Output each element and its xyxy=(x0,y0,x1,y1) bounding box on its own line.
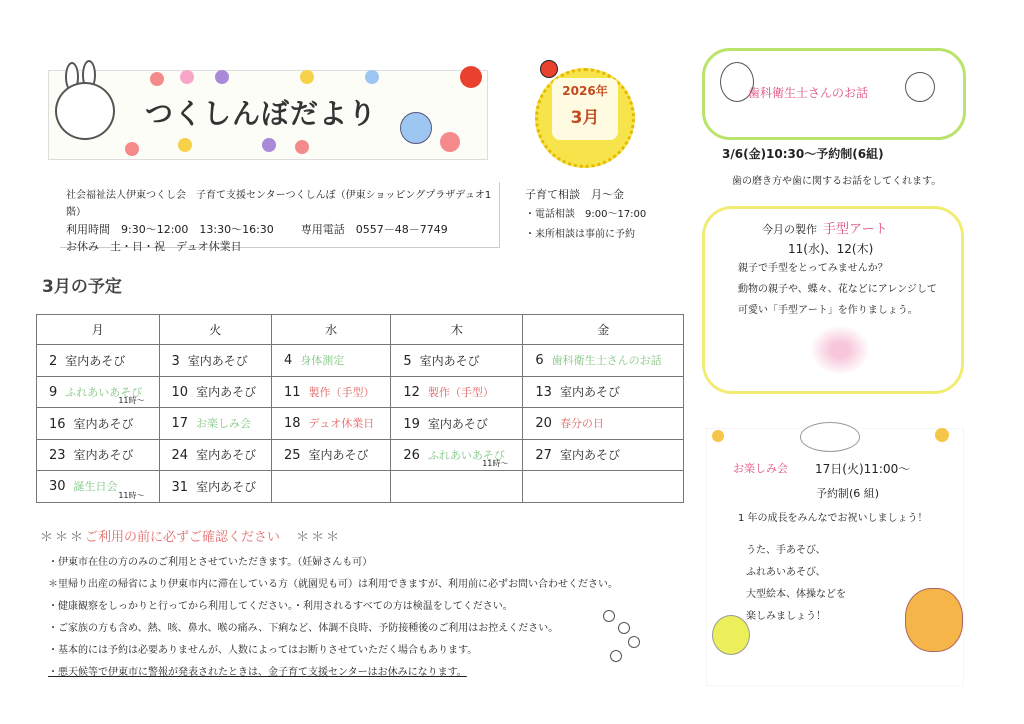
schedule-day-cell xyxy=(523,471,684,503)
schedule-day-cell xyxy=(391,376,523,408)
flower-icon xyxy=(262,138,276,152)
flower-icon xyxy=(295,140,309,154)
sprout-icon xyxy=(712,430,724,442)
schedule-week-row xyxy=(37,345,684,377)
schedule-day-cell xyxy=(391,345,523,377)
party-label: お楽しみ会 xyxy=(733,462,788,475)
notes-heading xyxy=(40,526,341,545)
schedule-day-cell xyxy=(37,439,160,471)
bunny-icon xyxy=(55,82,115,140)
note-item: ＊里帰り出産の帰省により伊東市内に滞在している方（就園児も可）は利用できますが、利用前に必ずお問い合わせください。 xyxy=(48,579,618,590)
phone-consult: ・電話相談 9:00～17:00 xyxy=(525,209,647,220)
schedule-day-cell xyxy=(523,408,684,440)
schedule-day-cell xyxy=(159,439,271,471)
ladybug-icon xyxy=(540,60,558,78)
schedule-day-cell xyxy=(271,376,390,408)
craft-line: 親子で手型をとってみませんか？ xyxy=(738,263,888,274)
day-event: 室内あそび xyxy=(419,353,480,368)
craft-label: 今月の製作 xyxy=(762,223,817,236)
party-line: ふれあいあそび、 xyxy=(746,567,826,578)
day-event: 室内あそび xyxy=(559,448,620,463)
schedule-day-cell xyxy=(37,408,160,440)
party-time: 17日(火)11:00～ xyxy=(815,462,911,476)
schedule-header-row xyxy=(37,315,684,345)
bear-icon xyxy=(905,588,963,652)
newsletter-title: つくしんぼだより xyxy=(145,97,378,130)
notes-stars-end: ＊＊＊ xyxy=(296,530,342,545)
day-event: 身体測定 xyxy=(300,354,345,368)
flower-icon xyxy=(215,70,229,84)
hours-phone-row xyxy=(66,221,496,238)
header-thu: 木 xyxy=(391,315,523,345)
day-number: 9 xyxy=(49,384,58,400)
flower-icon xyxy=(300,70,314,84)
craft-dates: 11(水)、12(木) xyxy=(788,242,874,256)
day-event: 室内あそび xyxy=(559,385,620,400)
holidays: お休み 土・日・祝 デュオ休業日 xyxy=(66,240,242,253)
mouse-icon xyxy=(400,112,432,144)
schedule-day-cell xyxy=(271,408,390,440)
schedule-day-cell xyxy=(523,345,684,377)
day-event: 室内あそび xyxy=(187,353,248,368)
day-event: 室内あそび xyxy=(73,448,134,463)
flower-icon xyxy=(180,70,194,84)
party-reservation: 予約制(6 組) xyxy=(816,487,880,500)
badge-month: 3月 xyxy=(570,108,600,128)
day-number: 24 xyxy=(171,448,189,464)
day-event: 春分の日 xyxy=(559,417,604,431)
event-start-time: 11時～ xyxy=(118,396,145,405)
day-number: 10 xyxy=(171,385,189,401)
schedule-week-row xyxy=(37,471,684,503)
flower-icon xyxy=(365,70,379,84)
day-event: 製作（手型） xyxy=(308,385,375,399)
event-start-time: 11時～ xyxy=(118,490,145,500)
party-message: 1 年の成長をみんなでお祝いしましょう！ xyxy=(738,513,928,524)
day-event: 室内あそび xyxy=(196,479,257,494)
schedule-week-row xyxy=(37,408,684,440)
badge-year: 2026年 xyxy=(562,84,608,98)
header-wed: 水 xyxy=(271,315,390,345)
day-number: 4 xyxy=(283,353,293,369)
schedule-day-cell xyxy=(391,408,523,440)
consult-info xyxy=(525,185,646,245)
dental-talk-label: 歯科衛生士さんのお話 xyxy=(748,86,869,100)
party-line: 大型絵本、体操などを xyxy=(746,589,846,600)
day-number: 16 xyxy=(49,416,66,432)
day-number: 5 xyxy=(403,353,412,369)
flower-icon xyxy=(178,138,192,152)
schedule-title: 3月の予定 xyxy=(42,277,122,297)
schedule-day-cell xyxy=(271,471,390,503)
craft-line: 可愛い「手型アート」を作りましょう。 xyxy=(738,305,918,316)
day-event: ふれあいあそび xyxy=(65,385,143,399)
schedule-day-cell xyxy=(37,471,160,503)
note-item: ・基本的には予約は必要ありませんが、人数によってはお断りさせていただく場合もあります。 xyxy=(48,645,478,656)
flower-icon xyxy=(460,66,482,88)
header-mon: 月 xyxy=(37,315,160,345)
schedule-week-row xyxy=(37,376,684,408)
note-item: ・健康観察をしっかりと行ってから利用してください。・利用されるすべての方は検温をしてください。 xyxy=(48,601,513,612)
clover-icon xyxy=(603,610,615,622)
day-number: 6 xyxy=(535,353,544,369)
schedule-day-cell xyxy=(391,471,523,503)
notes-title: ご利用の前に必ずご確認ください xyxy=(85,530,281,545)
day-event: 製作（手型） xyxy=(427,385,494,399)
day-event: 歯科衛生士さんのお話 xyxy=(551,354,662,368)
day-event: 室内あそび xyxy=(65,353,126,368)
day-event: 室内あそび xyxy=(427,416,488,431)
schedule-day-cell xyxy=(37,345,160,377)
craft-heading xyxy=(762,218,888,237)
clover-icon xyxy=(628,636,640,648)
day-event: 室内あそび xyxy=(196,448,257,463)
dental-talk-desc: 歯の磨き方や歯に関するお話をしてくれます。 xyxy=(732,176,942,187)
day-number: 11 xyxy=(283,384,301,400)
day-number: 20 xyxy=(535,416,552,432)
day-number: 31 xyxy=(171,479,189,495)
schedule-day-cell xyxy=(271,345,390,377)
schedule-day-cell xyxy=(159,345,271,377)
day-event: ふれあいあそび xyxy=(427,448,505,462)
day-number: 12 xyxy=(403,384,420,400)
day-event: デュオ休業日 xyxy=(308,417,375,431)
day-number: 18 xyxy=(283,416,301,432)
day-number: 17 xyxy=(171,416,189,432)
day-event: 室内あそび xyxy=(196,385,257,400)
sun-face-icon xyxy=(800,422,860,452)
notes-list xyxy=(48,552,618,684)
schedule-table xyxy=(36,314,684,503)
day-number: 23 xyxy=(49,448,66,464)
party-line: うた、手あそび、 xyxy=(746,545,826,556)
schedule-week-row xyxy=(37,439,684,471)
cat-icon xyxy=(905,72,935,102)
visit-consult: ・来所相談は事前に予約 xyxy=(525,229,635,240)
center-info xyxy=(66,187,496,255)
clover-icon xyxy=(610,650,622,662)
schedule-day-cell xyxy=(523,439,684,471)
event-start-time: 11時～ xyxy=(482,459,509,468)
header-fri: 金 xyxy=(523,315,684,345)
month-badge xyxy=(552,78,618,140)
day-number: 19 xyxy=(403,416,420,432)
flower-icon xyxy=(125,142,139,156)
day-event: 室内あそび xyxy=(308,448,369,463)
day-event: 誕生日会 xyxy=(73,480,118,494)
sprout-icon xyxy=(935,428,949,442)
day-number: 30 xyxy=(49,479,66,495)
dental-talk-time: 3/6(金)10:30～予約制(6組) xyxy=(722,147,884,161)
note-item: ・悪天候等で伊東市に警報が発表されたときは、金子育て支援センターはお休みになります。 xyxy=(48,667,467,678)
day-number: 27 xyxy=(535,448,552,464)
phone-number: 専用電話 0557－48－7749 xyxy=(300,223,448,236)
day-number: 25 xyxy=(283,448,301,464)
schedule-day-cell xyxy=(37,376,160,408)
org-name: 社会福祉法人伊東つくし会 子育て支援センターつくしんぼ（伊東ショッピングプラザデュオ1階） xyxy=(66,190,492,218)
schedule-day-cell xyxy=(159,408,271,440)
note-item: ・伊東市在住の方のみのご利用とさせていただきます。（妊婦さんも可） xyxy=(48,557,373,568)
craft-description xyxy=(738,258,937,321)
notes-stars: ＊＊＊ xyxy=(40,530,86,545)
craft-line: 動物の親子や、蝶々、花などにアレンジして xyxy=(738,284,937,295)
schedule-day-cell xyxy=(159,471,271,503)
clover-icon xyxy=(618,622,630,634)
day-number: 26 xyxy=(403,447,420,463)
opening-hours: 利用時間 9:30～12:00 13:30～16:30 xyxy=(66,223,274,236)
day-event: 室内あそび xyxy=(73,416,134,431)
schedule-day-cell xyxy=(271,439,390,471)
frog-icon xyxy=(712,615,750,655)
day-event: お楽しみ会 xyxy=(196,417,252,431)
flower-icon xyxy=(150,72,164,86)
flower-icon xyxy=(440,132,460,152)
party-line: 楽しみましょう！ xyxy=(746,611,826,622)
day-number: 3 xyxy=(171,353,180,369)
schedule-day-cell xyxy=(159,376,271,408)
schedule-day-cell xyxy=(523,376,684,408)
note-item: ・ご家族の方も含め、熱、咳、鼻水、喉の痛み、下痢など、体調不良時、予防接種後のご利用はお控えください。 xyxy=(48,623,559,634)
day-number: 13 xyxy=(535,385,552,401)
craft-name: 手型アート xyxy=(823,222,888,237)
consult-title: 子育て相談 月～金 xyxy=(525,188,624,201)
party-activities xyxy=(746,540,846,628)
day-number: 2 xyxy=(49,353,58,369)
header-tue: 火 xyxy=(159,315,271,345)
handprint-art-icon xyxy=(810,325,870,375)
schedule-day-cell xyxy=(391,439,523,471)
